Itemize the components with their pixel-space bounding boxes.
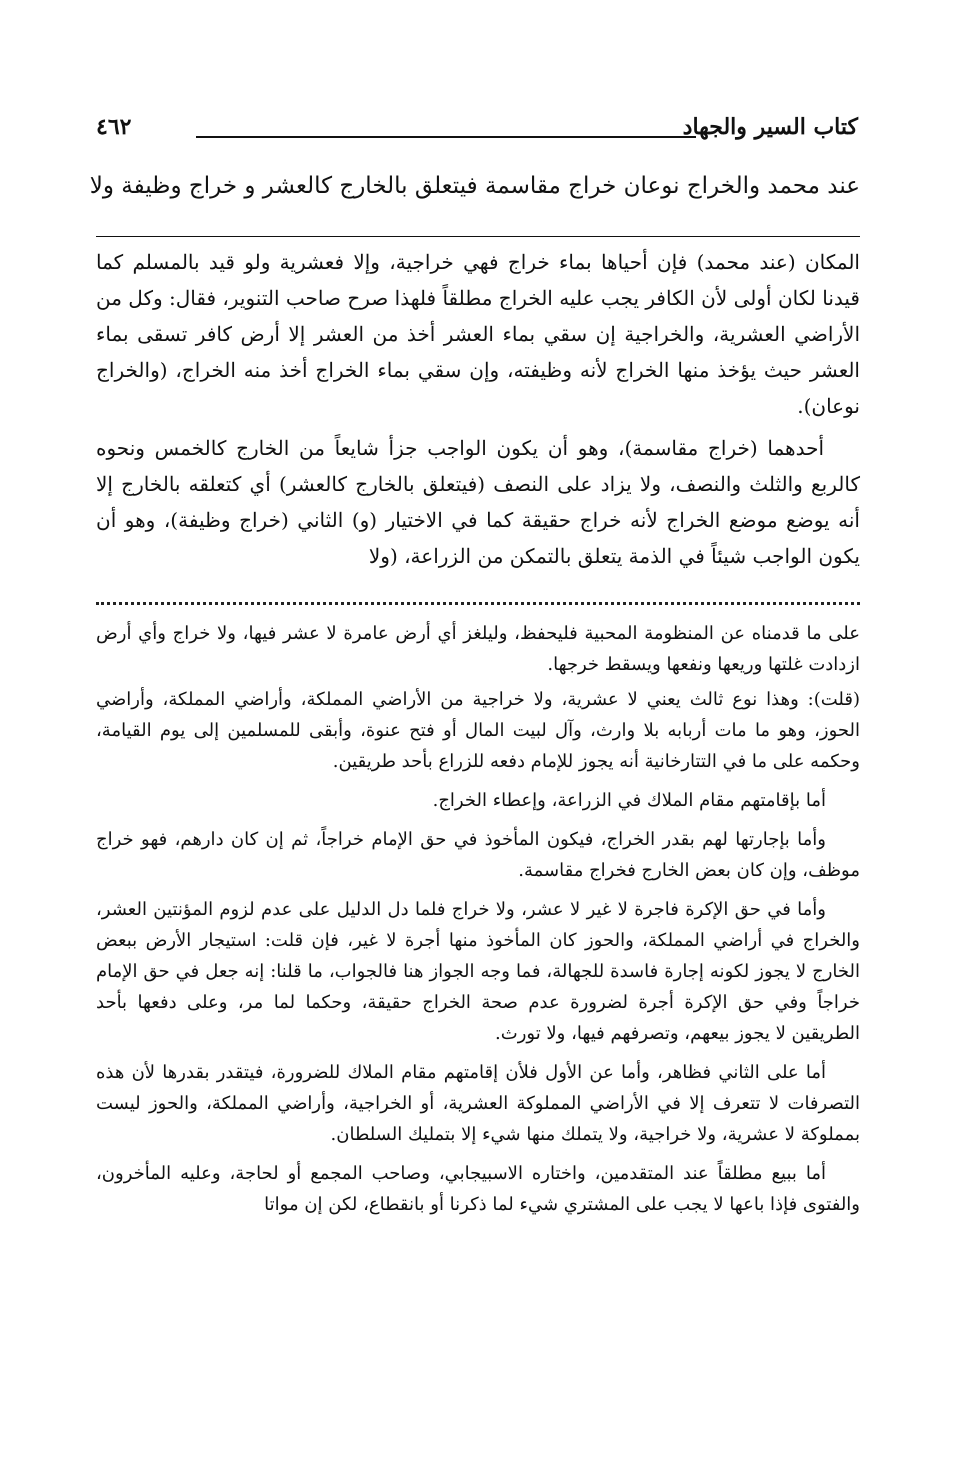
hashiya-paragraph: أما على الثاني فظاهر، وأما عن الأول فلأن إقامتهم مقام الملاك للضرورة، فيتقدر بقدرها لأن هذه التصرفات لا تتعرف إلا في الأراضي المملوكة العشرية، أو الخراجية، وأراضي المملكة، والحوز ليست بمملوكة لا عشرية، ولا خراجية، ولا يتملك منها شيء إلا بتمليك السلطان.: [96, 1062, 860, 1145]
hashiya-paragraph: وأما في حق الإكرة فاجرة لا غير لا عشر، ولا خراج فلما دل الدليل على عدم لزوم المؤنتين العشر، والخراج في أراضي المملكة، والحوز كان المأخوذ منها أجرة لا غير، فإن قلت: استيجار الأرض ببعض الخارج لا يجوز لكونه إجارة فاسدة للجهالة، فما وجه الجواز هنا فالجواب، ما قلنا: إنه جعل في حق الإمام خراجاً وفي حق الإكرة أجرة لضرورة عدم صحة الخراج حقيقة، وحكما لما مر، وعلى دفعها بأحد الطريقين لا يجوز بيعهم، وتصرفهم فيها، ولا تورث.: [96, 899, 860, 1044]
hashiya-paragraph: وأما بإجارتها لهم بقدر الخراج، فيكون المأخوذ في حق الإمام خراجاً، ثم إن كان دارهم، فهو خراج موظف، وإن كان بعض الخارج فخراج مقاسمة.: [96, 829, 860, 881]
page-number: ٤٦٢: [96, 114, 132, 140]
hashiya-paragraph: على ما قدمناه عن المنظومة المحبية فليحفظ، وليلغز أي أرض عامرة لا عشر فيها، ولا خراج وأي أرض ازدادت غلتها وريعها ونفعها ويسقط خرجها.: [96, 623, 860, 675]
matn-separator: [96, 236, 860, 237]
running-title: كتاب السير والجهاد: [682, 114, 858, 140]
hashiya-section: [96, 618, 860, 1224]
matn-text: عند محمد والخراج نوعان خراج مقاسمة فيتعلق بالخارج كالعشر و خراج وظيفة ولا: [89, 173, 860, 199]
footnote-separator: [96, 602, 860, 605]
page-header: [96, 112, 858, 146]
header-rule: [196, 136, 696, 138]
hashiya-paragraph: أما بإقامتهم مقام الملاك في الزراعة، وإعطاء الخراج.: [432, 790, 826, 811]
hashiya-paragraph: (قلت): وهذا نوع ثالث يعني لا عشرية، ولا خراجية من الأراضي المملكة، وأراضي المملكة، وأراضي الحوز، وهو ما مات أربابه بلا وارث، وآل لبيت المال أو فتح عنوة، وأبقى للمسلمين إلى يوم القيامة، وحكمه على ما في التتارخانية أنه يجوز للإمام دفعه للزراع بأحد طريقين.: [96, 689, 860, 772]
hashiya-paragraph: أما ببيع مطلقاً عند المتقدمين، واختاره الاسبيجابي، وصاحب المجمع أو لحاجة، وعليه المأخرون، والفتوى فإذا باعها لا يجب على المشتري شيء لما ذكرنا أو بانقطاع، لكن إن مواتا: [96, 1163, 860, 1215]
sharh-section: [96, 244, 860, 580]
sharh-paragraph: المكان (عند محمد) فإن أحياها بماء خراج فهي خراجية، وإلا فعشرية ولو قيد بالمسلم كما قيدنا لكان أولى لأن الكافر يجب عليه الخراج مطلقاً فلهذا صرح صاحب التنوير، فقال: وكل من الأراضي العشرية، والخراجية إن سقي بماء العشر أخذ من العشر إلا أرض كافر تسقى بماء العشر حيث يؤخذ منها الخراج لأنه وظيفته، وإن سقي بماء الخراج أخذ منه الخراج، (والخراج نوعان).: [96, 250, 860, 418]
sharh-paragraph: أحدهما (خراج مقاسمة)، وهو أن يكون الواجب جزأ شايعاً من الخارج كالخمس ونحوه كالربع والثلث والنصف، ولا يزاد على النصف (فيتعلق بالخارج كالعشر) أي كتعلقه بالخارج إلا أنه يوضع موضع الخراج لأنه خراج حقيقة كما في الاختيار (و) الثاني (خراج وظيفة)، وهو أن يكون الواجب شيئاً في الذمة يتعلق بالتمكن من الزراعة، (ولا: [96, 436, 860, 568]
